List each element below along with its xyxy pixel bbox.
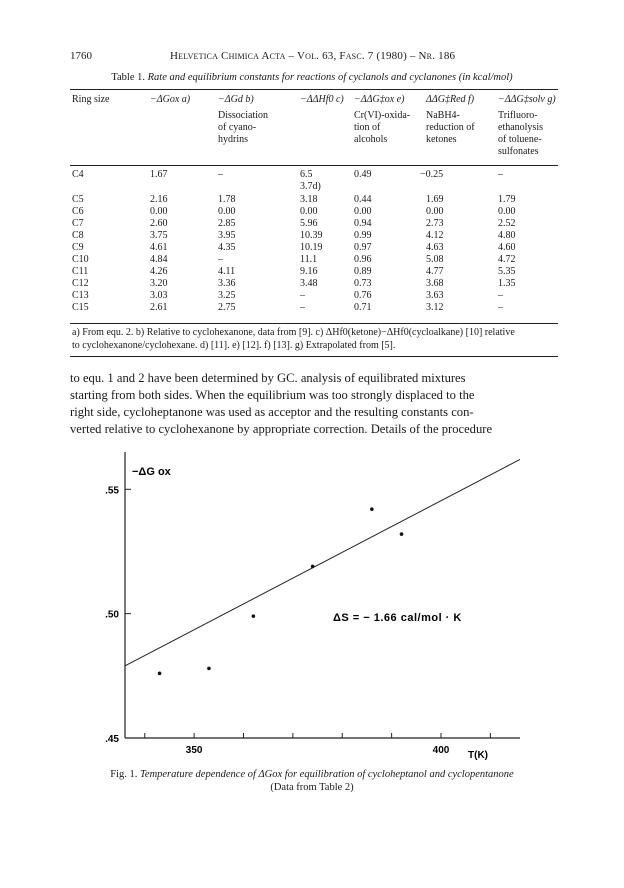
table-cell: 4.35 [218, 242, 236, 253]
table-cell: 5.08 [426, 254, 444, 265]
table-row-ring-size: C4 [72, 169, 84, 180]
table-cell: 0.94 [354, 218, 372, 229]
table-cell: 2.60 [150, 218, 168, 229]
column-subheader: hydrins [218, 134, 248, 145]
body-line-2: starting from both sides. When the equilibrium was too strongly displaced to the [70, 388, 475, 402]
table-cell: 3.75 [150, 230, 168, 241]
table-cell: 9.16 [300, 266, 318, 277]
table-cell: 0.00 [426, 206, 444, 217]
y-tick-label: .55 [105, 485, 119, 497]
table-cell: 3.03 [150, 290, 168, 301]
page-number: 1760 [70, 50, 92, 62]
table-cell: 0.97 [354, 242, 372, 253]
x-axis-label: T(K) [468, 750, 488, 761]
table-caption-prefix: Table 1. [111, 72, 146, 83]
figure-caption-source: (Data from Table 2) [270, 782, 354, 793]
table-cell: 3.68 [426, 278, 444, 289]
table-cell: – [300, 302, 305, 313]
table-cell: 4.26 [150, 266, 168, 277]
table-cell: −0.25 [420, 169, 444, 180]
table-cell: 10.39 [300, 230, 323, 241]
table-cell: 3.18 [300, 194, 318, 205]
body-paragraph [70, 370, 558, 438]
table-row-ring-size: C12 [72, 278, 89, 289]
table-row-ring-size: C13 [72, 290, 89, 301]
table-cell: 1.79 [498, 194, 516, 205]
column-header-5: ΔΔG‡Red f) [426, 94, 475, 105]
footnote-rule [70, 356, 558, 357]
table-cell: 3.25 [218, 290, 236, 301]
table-cell: – [498, 290, 503, 301]
table-cell: 3.12 [426, 302, 444, 313]
table-cell: 5.35 [498, 266, 516, 277]
table-cell: 3.48 [300, 278, 318, 289]
data-point [252, 614, 256, 618]
table-cell: – [498, 302, 503, 313]
table-cell: 1.67 [150, 169, 168, 180]
table-cell: 2.85 [218, 218, 236, 229]
figure-caption-text: Temperature dependence of ΔGox for equilibration of cycloheptanol and cyclopentanone [140, 769, 514, 780]
data-point [158, 672, 162, 676]
table-cell: 3.95 [218, 230, 236, 241]
delta-s-annotation: ΔS = − 1.66 cal/mol · K [333, 612, 462, 624]
table-cell-extra: 3.7d) [300, 181, 321, 192]
table-footnote-1: a) From equ. 2. b) Relative to cyclohexanone, data from [9]. c) ΔHf0(ketone)−ΔHf0(cycloalkane) [10] relative [72, 327, 515, 338]
table-caption-text: Rate and equilibrium constants for reactions of cyclanols and cyclanones (in kcal/mol) [147, 72, 513, 83]
table-cell: – [300, 290, 305, 301]
table-caption [0, 72, 624, 83]
table-cell: 3.36 [218, 278, 236, 289]
column-subheader: of toluene- [498, 134, 542, 145]
column-subheader: sulfonates [498, 146, 539, 157]
table-cell: – [218, 169, 223, 180]
column-subheader: Cr(VI)-oxida- [354, 110, 411, 121]
y-tick-label: .45 [105, 734, 119, 745]
column-header-0: Ring size [72, 94, 110, 105]
table-row-ring-size: C15 [72, 302, 89, 313]
table-cell: 2.61 [150, 302, 168, 313]
table-row-ring-size: C5 [72, 194, 84, 205]
y-axis-label: −ΔG ox [132, 466, 171, 478]
table-row-ring-size: C11 [72, 266, 89, 277]
table-footnote-2: to cyclohexanone/cyclohexane. d) [11]. e) [12]. f) [13]. g) Extrapolated from [5]. [72, 340, 396, 351]
table-cell: 0.00 [354, 206, 372, 217]
table-cell: 0.99 [354, 230, 372, 241]
column-subheader: tion of [354, 122, 381, 133]
table-cell: 0.76 [354, 290, 372, 301]
data-point [400, 532, 404, 536]
table-cell: 0.44 [354, 194, 372, 205]
data-point [370, 507, 374, 511]
table-header-rule [70, 165, 558, 166]
table-cell: 3.63 [426, 290, 444, 301]
table-cell: 1.69 [426, 194, 444, 205]
table-cell: – [498, 169, 503, 180]
table-cell: 4.11 [218, 266, 236, 277]
column-subheader: Trifluoro- [498, 110, 538, 121]
table-cell: 0.00 [498, 206, 516, 217]
table-cell: 4.63 [426, 242, 444, 253]
table-cell: 0.00 [150, 206, 168, 217]
data-point [207, 667, 211, 671]
column-subheader: ethanolysis [498, 122, 543, 133]
body-line-1: to equ. 1 and 2 have been determined by GC. analysis of equilibrated mixtures [70, 371, 466, 385]
table-cell: 0.89 [354, 266, 372, 277]
table-cell: 4.61 [150, 242, 168, 253]
body-line-3: right side, cycloheptanone was used as acceptor and the resulting constants con- [70, 405, 474, 419]
table-cell: 3.20 [150, 278, 168, 289]
x-tick-label: 400 [432, 745, 450, 756]
table-cell: 0.00 [300, 206, 318, 217]
column-subheader: reduction of [426, 122, 475, 133]
column-subheader: alcohols [354, 134, 388, 145]
temperature-chart [0, 440, 624, 770]
table-cell: 2.16 [150, 194, 168, 205]
column-header-6: −ΔΔG‡solv g) [498, 94, 556, 105]
table-row-ring-size: C6 [72, 206, 84, 217]
table-cell: 4.80 [498, 230, 516, 241]
table-cell: 2.75 [218, 302, 236, 313]
table-cell: 0.71 [354, 302, 372, 313]
table-row-ring-size: C10 [72, 254, 89, 265]
column-header-4: −ΔΔG‡ox e) [354, 94, 405, 105]
table-cell: 0.73 [354, 278, 372, 289]
table-cell: 1.35 [498, 278, 516, 289]
table-row-ring-size: C8 [72, 230, 84, 241]
table-cell: 4.60 [498, 242, 516, 253]
table-cell: 10.19 [300, 242, 323, 253]
column-subheader: Dissociation [218, 110, 268, 121]
fit-line [125, 459, 520, 665]
journal-header: Helvetica Chimica Acta – Vol. 63, Fasc. 7 (1980) – Nr. 186 [170, 50, 456, 62]
table-cell: 6.5 [300, 169, 313, 180]
table-cell: 5.96 [300, 218, 318, 229]
table-cell: 4.72 [498, 254, 516, 265]
figure-caption [0, 769, 624, 780]
table-row-ring-size: C7 [72, 218, 84, 229]
table-top-rule [70, 89, 558, 90]
column-header-1: −ΔGox a) [150, 94, 191, 105]
table-cell: 0.49 [354, 169, 372, 180]
column-header-3: −ΔΔHf0 c) [300, 94, 344, 105]
body-line-4: verted relative to cyclohexanone by appropriate correction. Details of the procedure [70, 422, 493, 436]
column-header-2: −ΔGd b) [218, 94, 254, 105]
table-bottom-rule [70, 323, 558, 324]
x-tick-label: 350 [185, 745, 203, 756]
table-cell: – [218, 254, 223, 265]
table-cell: 2.73 [426, 218, 444, 229]
table-cell: 0.00 [218, 206, 236, 217]
figure-caption-prefix: Fig. 1. [110, 769, 138, 780]
table-cell: 4.77 [426, 266, 444, 277]
table-cell: 11.1 [300, 254, 318, 265]
table-cell: 4.12 [426, 230, 444, 241]
table-row-ring-size: C9 [72, 242, 84, 253]
data-point [311, 565, 315, 569]
y-tick-label: .50 [105, 609, 119, 621]
column-subheader: of cyano- [218, 122, 257, 133]
table-cell: 4.84 [150, 254, 168, 265]
table-cell: 1.78 [218, 194, 236, 205]
table-cell: 2.52 [498, 218, 516, 229]
column-subheader: ketones [426, 134, 457, 145]
column-subheader: NaBH4- [426, 110, 460, 121]
table-cell: 0.96 [354, 254, 372, 265]
